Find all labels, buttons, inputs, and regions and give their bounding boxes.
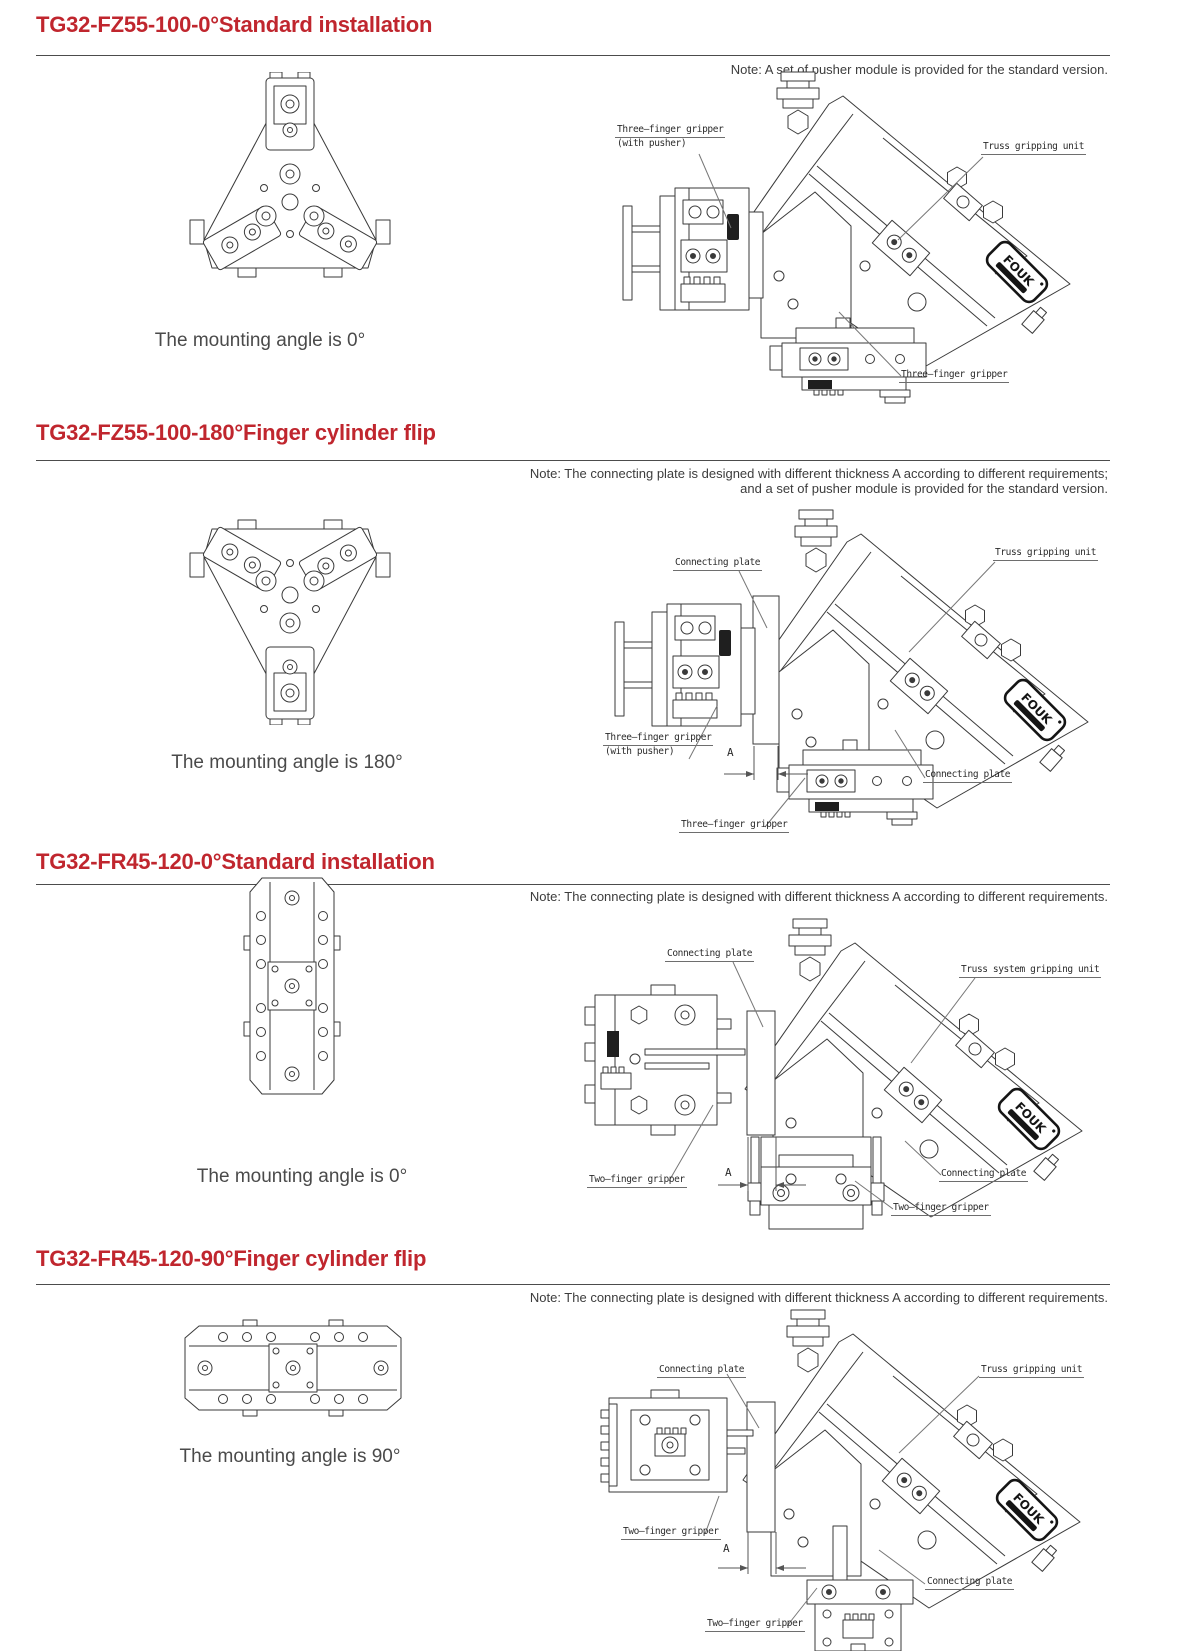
section-4-heading: TG32-FR45-120-90°Finger cylinder flip [36,1246,427,1271]
callout-connecting-plate-right: Connecting plate [923,769,1012,783]
section-3-caption: The mounting angle is 0° [196,1166,408,1187]
two-finger-gripper-front-0deg [232,876,352,1096]
section-1-front-view [180,72,400,307]
assembly-drawing-2 [565,478,1115,840]
section-4-caption: The mounting angle is 90° [179,1446,401,1467]
note-line: Note: The connecting plate is designed with different thickness A according to different requirements. [529,1290,1108,1305]
assembly-drawing-4 [555,1278,1115,1651]
section-4-front-view [178,1308,408,1428]
callout-three-finger-gripper: Three—finger gripper [899,369,1009,383]
three-finger-gripper-front-180deg [180,490,400,725]
callout-two-finger-gripper-left: Two—finger gripper [621,1526,721,1540]
callout-connecting-plate-top: Connecting plate [673,557,762,571]
dimension-a-label: A [723,1542,730,1555]
callout-two-finger-gripper-bottom: Two—finger gripper [891,1202,991,1216]
note-line: Note: A set of pusher module is provided for the standard version. [730,62,1108,77]
connecting-plate-shape [747,1402,775,1532]
connecting-plate-shape [747,1011,775,1135]
section-2-assembly-view [565,478,1115,840]
callout-with-pusher: (with pusher) [617,138,687,149]
callout-three-finger-gripper: Three—finger gripper [679,819,789,833]
callout-two-finger-gripper-left: Two—finger gripper [587,1174,687,1188]
callout-truss-gripping-unit: Truss gripping unit [981,141,1086,155]
section-1-assembly-view [565,70,1115,415]
section-1-rule [36,55,1110,56]
section-3-assembly-view [555,885,1115,1235]
callout-truss-gripping-unit: Truss gripping unit [993,547,1098,561]
section-2-heading: TG32-FZ55-100-180°Finger cylinder flip [36,420,436,445]
callout-connecting-plate-top: Connecting plate [657,1364,746,1378]
section-2-front-view [180,490,400,725]
section-4-assembly-view [555,1278,1115,1651]
callout-truss-system-gripping-unit: Truss system gripping unit [959,964,1101,978]
callout-three-finger-gripper-with-pusher: Three—finger gripper [603,732,713,746]
callout-three-finger-gripper-with-pusher: Three—finger gripper [615,124,725,138]
section-2-rule [36,460,1110,461]
section-3-front-view [232,876,352,1096]
dimension-a-label: A [725,1166,732,1179]
callout-two-finger-gripper-bottom: Two—finger gripper [705,1618,805,1632]
callout-truss-gripping-unit: Truss gripping unit [979,1364,1084,1378]
two-finger-gripper-front-90deg [178,1308,408,1428]
callout-with-pusher: (with pusher) [605,746,675,757]
section-2-caption: The mounting angle is 180° [171,752,403,773]
section-3-heading: TG32-FR45-120-0°Standard installation [36,849,435,874]
callout-connecting-plate-top: Connecting plate [665,948,754,962]
callout-connecting-plate-right: Connecting plate [939,1168,1028,1182]
callout-connecting-plate-right: Connecting plate [925,1576,1014,1590]
assembly-drawing-1 [565,70,1115,415]
section-1-caption: The mounting angle is 0° [154,330,366,351]
connecting-plate-shape [753,596,779,744]
note-line: and a set of pusher module is provided for the standard version. [740,481,1108,496]
dimension-a-label: A [727,746,734,759]
note-line: Note: The connecting plate is designed with different thickness A according to different requirements. [529,889,1108,904]
note-line: Note: The connecting plate is designed with different thickness A according to different requirements; [529,466,1108,481]
section-1-heading: TG32-FZ55-100-0°Standard installation [36,12,433,37]
three-finger-gripper-front-0deg [180,72,400,307]
